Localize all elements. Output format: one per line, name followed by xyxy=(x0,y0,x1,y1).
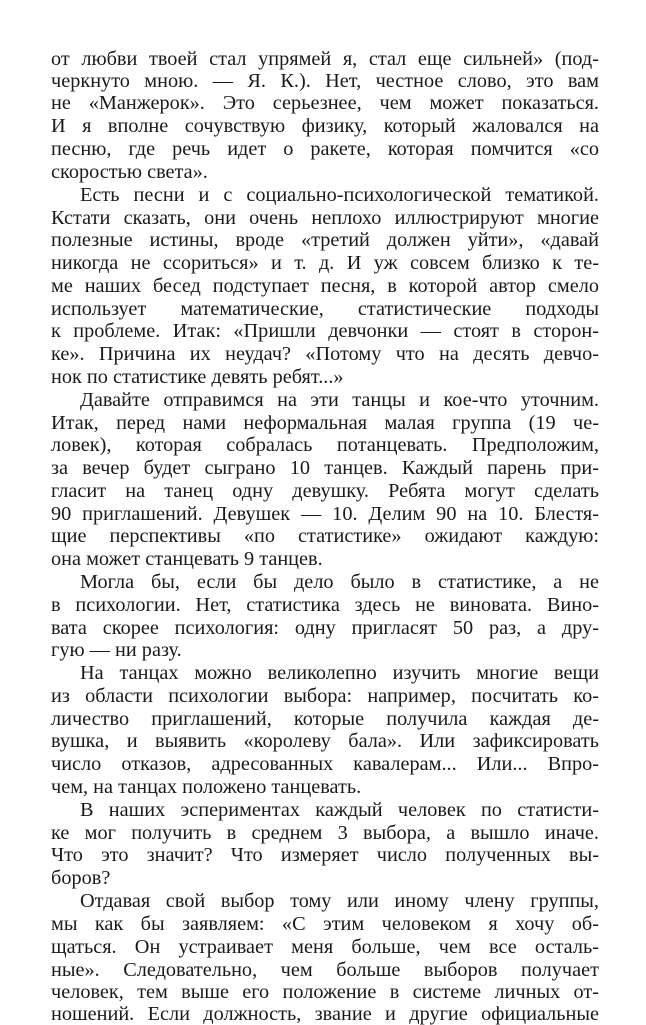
text-line: число отказов, адресованных кавалерам... Или... Впро- xyxy=(51,753,599,775)
text-line: щаться. Он устраивает меня больше, чем все осталь- xyxy=(51,936,599,958)
text-line: На танцах можно великолепно изучить многие вещи xyxy=(80,662,599,684)
text-line: от любви твоей стал упрямей я, стал еще сильней» (под- xyxy=(51,48,599,70)
text-line: Что это значит? Что измеряет число полученных вы- xyxy=(51,844,599,866)
text-line: чем, на танцах положено танцевать. xyxy=(51,776,362,798)
text-line: за вечер будет сыграно 10 танцев. Каждый парень при- xyxy=(51,457,599,479)
text-line: Отдавая свой выбор тому или иному члену группы, xyxy=(80,890,599,912)
text-line: Могла бы, если бы дело было в статистике, а не xyxy=(80,571,599,593)
text-line: Давайте отправимся на эти танцы и кое-что уточним. xyxy=(80,389,599,411)
text-line: И я вполне сочувствую физику, который жаловался на xyxy=(51,115,599,137)
text-line: вушка, и выявить «королеву бала». Или зафиксировать xyxy=(51,730,599,752)
text-line: Есть песни и с социально-психологической тематикой. xyxy=(80,184,599,206)
text-line: ные». Следовательно, чем больше выборов получает xyxy=(51,959,599,981)
text-line: к проблеме. Итак: «Пришли девчонки — стоят в сторон- xyxy=(51,320,599,342)
text-line: ловек), которая собралась потанцевать. Предположим, xyxy=(51,434,599,456)
text-line: В наших эспериментах каждый человек по статисти- xyxy=(80,799,599,821)
text-line: из области психологии выбора: например, посчитать ко- xyxy=(51,685,599,707)
text-line: никогда не ссориться» и т. д. И уж совсем близко к те- xyxy=(51,252,599,274)
text-line: щие перспективы «по статистике» ожидают каждую: xyxy=(51,525,599,547)
text-line: песню, где речь идет о ракете, которая помчится «со xyxy=(51,138,599,160)
text-line: ме наших бесед подступает песня, в которой автор смело xyxy=(51,275,599,297)
text-line: в психологии. Нет, статистика здесь не виновата. Вино- xyxy=(51,594,599,616)
text-line: ношений. Если должность, звание и другие официальные xyxy=(51,1003,599,1025)
text-line: гую — ни разу. xyxy=(51,639,182,661)
text-line: мы как бы заявляем: «С этим человеком я хочу об- xyxy=(51,913,599,935)
text-line: Кстати сказать, они очень неплохо иллюстрируют многие xyxy=(51,207,599,229)
text-line: боров? xyxy=(51,867,111,889)
text-line: скоростью света». xyxy=(51,161,208,183)
text-line: полезные истины, вроде «третий должен уйти», «давай xyxy=(51,229,599,251)
text-line: черкнуто мною. — Я. К.). Нет, честное слово, это вам xyxy=(51,70,599,92)
text-line: не «Манжерок». Это серьезнее, чем может показаться. xyxy=(51,92,599,114)
text-line: вата скорее психология: одну пригласят 50 раз, а дру- xyxy=(51,617,599,639)
text-line: гласит на танец одну девушку. Ребята могут сделать xyxy=(51,480,599,502)
text-line: нок по статистике девять ребят...» xyxy=(51,366,344,388)
text-line: ке мог получить в среднем 3 выбора, а вышло иначе. xyxy=(51,822,599,844)
text-line: человек, тем выше его положение в системе личных от- xyxy=(51,981,599,1003)
text-line: 90 приглашений. Девушек — 10. Делим 90 на 10. Блестя- xyxy=(51,503,599,525)
text-line: ке». Причина их неудач? «Потому что на десять девчо- xyxy=(51,343,599,365)
text-line: она может станцевать 9 танцев. xyxy=(51,548,323,570)
text-line: использует математические, статистические подходы xyxy=(51,298,599,320)
text-line: Итак, перед нами неформальная малая группа (19 че- xyxy=(51,412,599,434)
text-line: личество приглашений, которые получила каждая де- xyxy=(51,708,599,730)
